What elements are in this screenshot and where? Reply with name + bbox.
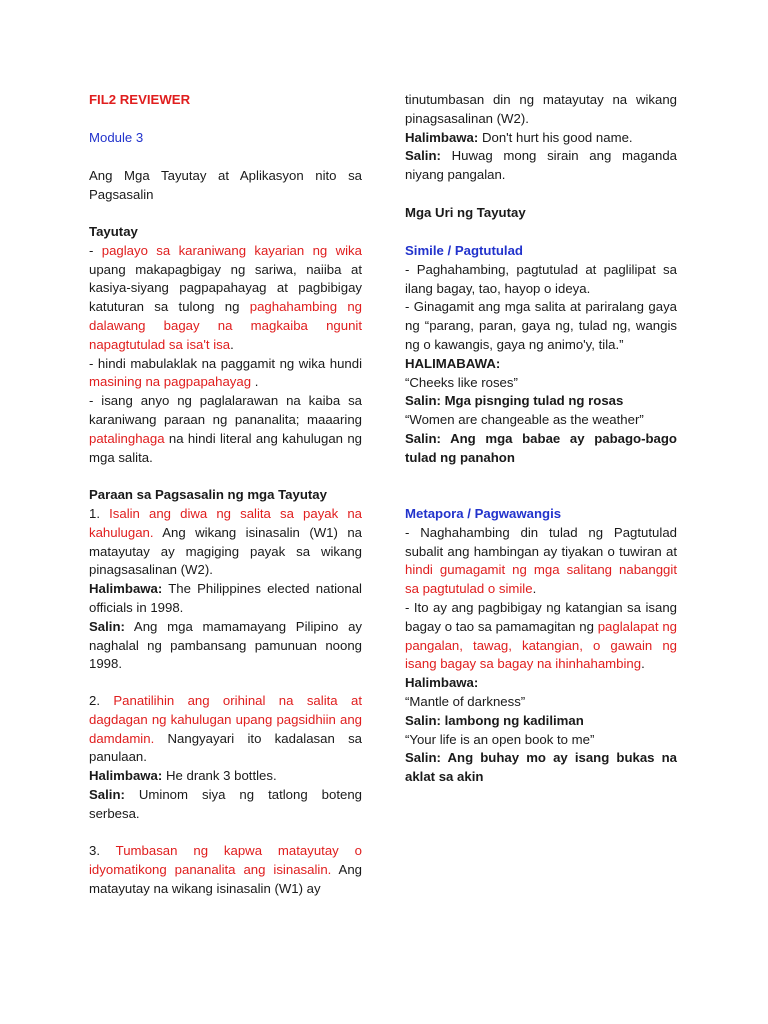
metapora-heading: Metapora / Pagwawangis	[405, 506, 562, 521]
salin-line	[89, 786, 362, 824]
body-text: Ang wikang isinasalin (W1) na matayutay ay magiging payak sa wikang pinagsasalinan (W2).	[89, 524, 362, 578]
salin-line	[89, 618, 362, 674]
highlight-text: Isalin ang diwa ng salita sa payak na kahulugan.	[89, 506, 362, 540]
example-text: Don't hurt his good name.	[478, 129, 633, 145]
simile-salin-1: Salin: Mga pisnging tulad ng rosas	[405, 393, 624, 409]
bullet-dash: -	[89, 242, 102, 258]
paraan-item-3-continued	[405, 91, 677, 185]
salin-text: Huwag mong sirain ang maganda niyang pangalan.	[405, 148, 677, 183]
simile-salin-2: Salin: Ang mga babae ay pabago-bago tulad ng panahon	[405, 430, 677, 465]
body-text: - Naghahambing din tulad ng Pagtutulad subalit ang hambingan ay tiyakan o tuwiran at	[405, 524, 677, 559]
tayutay-definition-2	[89, 355, 362, 393]
uri-heading: Mga Uri ng Tayutay	[405, 205, 526, 220]
highlight-text: paghahambing ng dalawang bagay na magkaiba ngunit napagtutulad sa isa't isa	[89, 299, 363, 352]
simile-section	[405, 242, 677, 468]
paraan-heading: Paraan sa Pagsasalin ng mga Tayutay	[89, 487, 327, 502]
highlight-text: masining na pagpapahayag	[89, 374, 252, 390]
body-text: - isang anyo ng paglalarawan na kaiba sa karaniwang paraan ng pananalita; maaaring	[89, 393, 362, 427]
example-text: The Philippines elected national officials in 1998.	[89, 581, 362, 615]
simile-definition-2: - Ginagamit ang mga salita at pariralang gaya ng “parang, paran, gaya ng, tulad ng, wangis ng o kawangis, gaya ng animo'y, tila.”	[405, 299, 677, 352]
example-line	[89, 580, 362, 618]
item-number: 3.	[89, 843, 116, 858]
document-title: FIL2 REVIEWER	[89, 92, 191, 107]
body-text: Ang matayutay na wikang isinasalin (W1) ay	[89, 861, 362, 896]
item-number: 1.	[89, 506, 110, 521]
body-text: Nangyayari ito kadalasan sa panulaan.	[89, 730, 362, 765]
simile-definition-1: - Paghahambing, pagtutulad at paglilipat sa ilang bagay, tao, hayop o ideya.	[405, 261, 677, 296]
example-label: Halimbawa:	[405, 129, 479, 145]
tayutay-definition-1	[89, 242, 362, 355]
salin-line	[405, 147, 677, 185]
salin-label: Salin:	[89, 786, 125, 802]
salin-text: Ang mga mamamayang Pilipino ay naghalal ng pambansang pamunuan noong 1998.	[89, 618, 362, 672]
body-text: - hindi mabulaklak na paggamit ng wika hundi	[89, 355, 362, 371]
salin-label: Salin:	[405, 148, 441, 164]
body-text: .	[230, 336, 234, 352]
simile-heading: Simile / Pagtutulad	[405, 243, 523, 258]
metapora-example-label: Halimbawa:	[405, 675, 479, 691]
paraan-item-2	[89, 692, 362, 824]
paraan-item-1	[89, 505, 362, 674]
continued-text: tinutumbasan din ng matayutay na wikang pinagsasalinan (W2).	[405, 92, 677, 126]
metapora-example-2: “Your life is an open book to me”	[405, 731, 595, 747]
metapora-definition-2	[405, 599, 677, 674]
tayutay-definition-3	[89, 392, 362, 467]
item-number: 2.	[89, 693, 114, 708]
body-text: na hindi literal ang kahulugan ng mga salita.	[89, 430, 362, 465]
document-subtitle: Ang Mga Tayutay at Aplikasyon nito sa Pagsasalin	[89, 168, 362, 202]
paraan-item-3	[89, 842, 362, 898]
highlight-text: paglayo sa karaniwang kayarian ng wika	[101, 242, 362, 258]
metapora-section	[405, 505, 677, 787]
tayutay-heading: Tayutay	[89, 224, 138, 239]
salin-label: Salin:	[89, 618, 125, 634]
paraan-item-3-text	[89, 842, 362, 898]
body-text: .	[641, 656, 645, 672]
simile-example-2: “Women are changeable as the weather”	[405, 412, 644, 428]
example-label: Halimbawa:	[89, 581, 163, 597]
tayutay-section	[89, 223, 362, 467]
metapora-salin-1: Salin: lambong ng kadiliman	[405, 712, 584, 728]
paraan-item-1-text	[89, 505, 362, 580]
example-text: He drank 3 bottles.	[162, 768, 277, 784]
paraan-item-2-text	[89, 692, 362, 767]
body-text: .	[251, 374, 259, 390]
body-text: .	[532, 581, 537, 597]
example-line	[405, 129, 677, 148]
simile-example-1: “Cheeks like roses”	[405, 374, 518, 390]
metapora-salin-2: Salin: Ang buhay mo ay isang bukas na aklat sa akin	[405, 750, 677, 785]
example-label: Halimbawa:	[89, 768, 163, 784]
salin-text: Uminom siya ng tatlong boteng serbesa.	[89, 786, 362, 821]
example-line	[89, 767, 362, 786]
highlight-text: paglalapat ng pangalan, tawag, katangian, o gawain ng isang bagay sa bagay na ihinhahambing	[405, 618, 677, 672]
body-text: upang makapagbigay ng sariwa, naiiba at kasiya-siyang pagpapahayag at pagbibigay katuturan sa tulong ng	[89, 261, 362, 315]
metapora-example-1: “Mantle of darkness”	[405, 693, 526, 709]
metapora-definition-1	[405, 524, 677, 599]
simile-example-label: HALIMABAWA:	[405, 355, 501, 371]
highlight-text: Panatilihin ang orihinal na salita at dagdagan ng kahulugan upang pagsidhiin ang damdamin.	[89, 693, 362, 746]
module-label: Module 3	[89, 130, 144, 145]
highlight-text: Tumbasan ng kapwa matayutay o idyomatikong pananalita ang isinasalin.	[89, 843, 362, 877]
body-text: - Ito ay ang pagbibigay ng katangian sa isang bagay o tao sa pamamagitan ng	[405, 599, 677, 634]
highlight-text: hindi gumagamit ng mga salitang nabanggit sa pagtutulad o simile	[405, 562, 677, 597]
highlight-text: patalinghaga	[89, 430, 165, 446]
